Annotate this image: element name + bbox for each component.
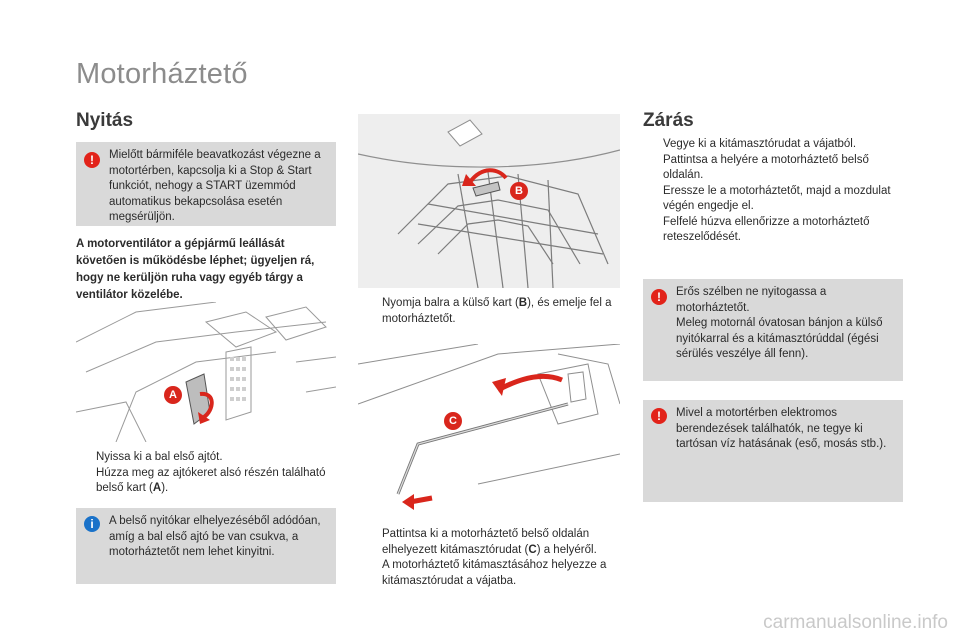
step-text: A motorháztető kitámasztásához helyezze a kitámasztórudat a vájatba.: [382, 559, 607, 587]
warning-text: [676, 285, 898, 363]
list-item: [643, 184, 903, 215]
list-item: [643, 215, 903, 246]
warning-text: Mielőtt bármiféle beavatkozást végezne a motortérben, kapcsolja ki a Stop & Start funkciót, nehogy a START üzemmód automatikus bekapcsolása esetén megsérüljön.: [109, 149, 321, 223]
step-text: Vegye ki a kitámasztórudat a vájatból.: [663, 138, 857, 150]
label-a-badge: A: [164, 386, 182, 404]
warning-line-heat: Meleg motornál óvatosan bánjon a külső nyitókarral és a kitámasztórúddal (égési sérülés veszélye áll fenn).: [676, 317, 883, 360]
label-c-badge: C: [444, 412, 462, 430]
step-text: Pattintsa ki a motorháztető belső oldalán elhelyezett kitámasztórudat (: [382, 528, 590, 556]
prop-rod-image: [358, 344, 620, 514]
warning-icon: !: [651, 408, 667, 424]
list-item: [643, 153, 903, 184]
section-heading-zaras: Zárás: [643, 110, 694, 131]
list-item: [362, 296, 620, 327]
exterior-lever-image: [358, 114, 620, 288]
grille-illustration: [358, 114, 620, 288]
warning-box-wind-heat: [643, 279, 903, 381]
step-text: Felfelé húzva ellenőrizze a motorháztető reteszelődését.: [663, 215, 870, 243]
step-text: Húzza meg az ajtókeret alsó részén található belső kart (: [96, 466, 326, 494]
ref-label: A: [152, 482, 162, 494]
ref-label: C: [528, 543, 537, 556]
warning-box-stop-start: [76, 142, 336, 226]
warning-icon: !: [651, 289, 667, 305]
list-item: [76, 466, 338, 497]
step-text-end: ) a helyéről.: [536, 543, 597, 556]
section-heading-nyitas: Nyitás: [76, 110, 134, 131]
step-text-end: ).: [161, 482, 169, 494]
watermark: carmanualsonline.info: [763, 612, 948, 633]
list-item: [643, 137, 903, 153]
opening-steps-list: [76, 450, 338, 497]
page-title: Motorháztető: [76, 58, 248, 90]
label-b-badge: B: [510, 182, 528, 200]
step-text: Nyomja balra a külső kart (: [382, 297, 519, 309]
prop-rod-steps-list: [362, 527, 624, 589]
ref-label: B: [518, 297, 528, 309]
interior-release-lever-image: [76, 302, 336, 442]
warning-icon: !: [84, 152, 100, 168]
list-item: [76, 450, 338, 466]
prop-rod-illustration: [358, 344, 620, 514]
closing-steps-list: [643, 137, 903, 246]
step-text-end: ), és emelje fel a motorháztetőt.: [382, 297, 612, 325]
warning-line-wind: Erős szélben ne nyitogassa a motorháztetőt.: [676, 286, 827, 314]
fan-caution-note: A motorventilátor a gépjármű leállását követően is működésbe léphet; ügyeljen rá, hogy ne kerüljön ruha vagy egyéb tárgy a ventilátor közelébe.: [76, 238, 315, 301]
info-icon: i: [84, 516, 100, 532]
info-box-lever: [76, 508, 336, 584]
step-text: Pattintsa a helyére a motorháztető belső oldalán.: [663, 153, 869, 181]
lift-step-list: [362, 296, 620, 327]
lever-illustration: [76, 302, 336, 442]
warning-text: Mivel a motortérben elektromos berendezések találhatók, ne tegye ki tartósan víz hatásának (eső, mosás stb.).: [676, 407, 887, 450]
step-text: Eressze le a motorháztetőt, majd a mozdulat végén engedje el.: [663, 184, 891, 212]
warning-box-water: [643, 400, 903, 502]
list-item: [362, 527, 624, 558]
step-text: Nyissa ki a bal első ajtót.: [96, 451, 223, 463]
list-item: [362, 558, 624, 589]
info-text: A belső nyitókar elhelyezéséből adódóan, amíg a bal első ajtó be van csukva, a motorháztetőt nem lehet kinyitni.: [109, 515, 321, 558]
